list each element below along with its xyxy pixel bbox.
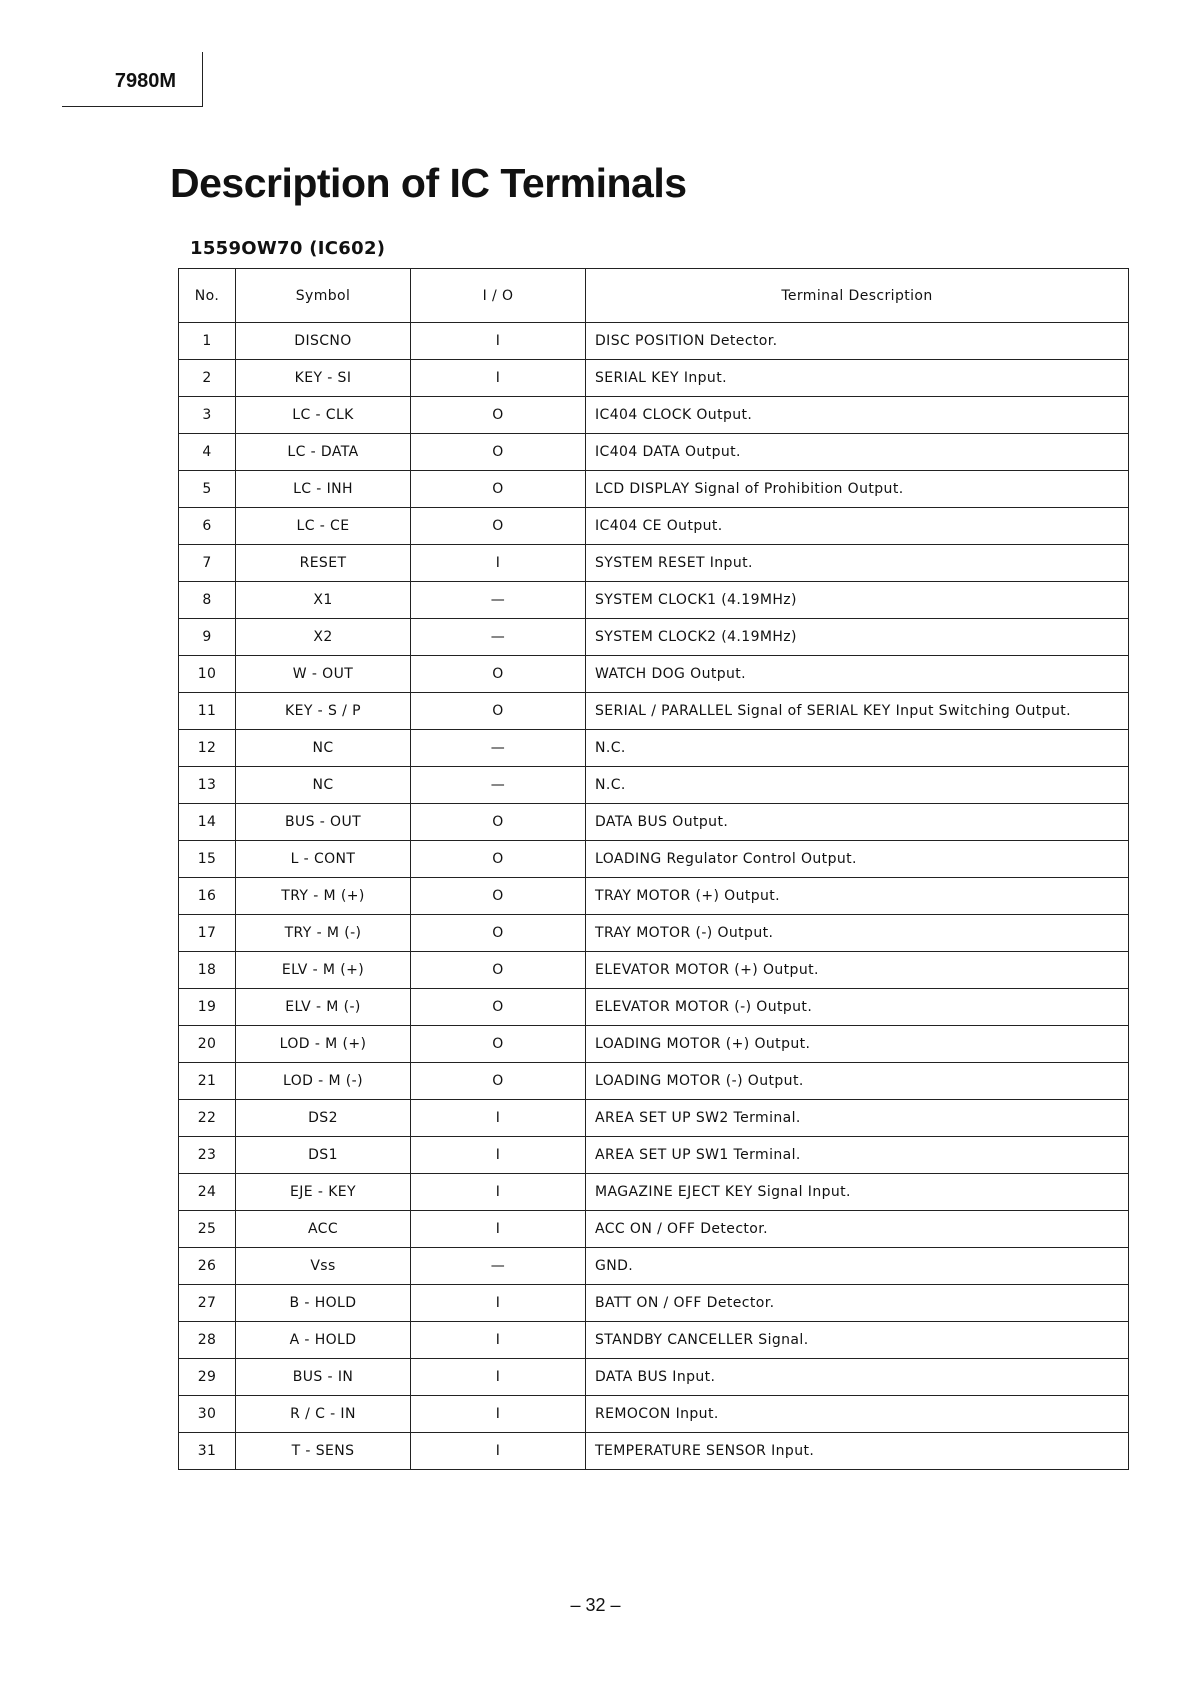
cell-description: SYSTEM CLOCK1 (4.19MHz) [586,582,1129,619]
cell-symbol: NC [236,730,411,767]
cell-symbol: BUS - IN [236,1359,411,1396]
table-row [179,878,1129,915]
table-row [179,804,1129,841]
table-row [179,397,1129,434]
table-row [179,471,1129,508]
cell-io: I [411,1359,586,1396]
cell-io: I [411,1396,586,1433]
table-row [179,582,1129,619]
table-row [179,1359,1129,1396]
cell-description: LOADING MOTOR (+) Output. [586,1026,1129,1063]
cell-description: MAGAZINE EJECT KEY Signal Input. [586,1174,1129,1211]
cell-description: SYSTEM CLOCK2 (4.19MHz) [586,619,1129,656]
ic-part-label: 1559OW70 (IC602) [190,238,386,259]
cell-no: 23 [179,1137,236,1174]
cell-symbol: LOD - M (+) [236,1026,411,1063]
cell-no: 15 [179,841,236,878]
cell-symbol: T - SENS [236,1433,411,1470]
cell-symbol: R / C - IN [236,1396,411,1433]
table-row [179,656,1129,693]
cell-io: O [411,397,586,434]
table-row [179,1396,1129,1433]
cell-symbol: DISCNO [236,323,411,360]
cell-description: ELEVATOR MOTOR (+) Output. [586,952,1129,989]
table-row [179,323,1129,360]
cell-description: DATA BUS Input. [586,1359,1129,1396]
cell-symbol: BUS - OUT [236,804,411,841]
table-row [179,1100,1129,1137]
table-row [179,841,1129,878]
cell-no: 30 [179,1396,236,1433]
cell-symbol: W - OUT [236,656,411,693]
cell-no: 13 [179,767,236,804]
cell-description: SERIAL KEY Input. [586,360,1129,397]
cell-description: SYSTEM RESET Input. [586,545,1129,582]
cell-no: 5 [179,471,236,508]
cell-no: 2 [179,360,236,397]
cell-no: 8 [179,582,236,619]
cell-description: ELEVATOR MOTOR (-) Output. [586,989,1129,1026]
table-row [179,434,1129,471]
table-row [179,767,1129,804]
cell-symbol: TRY - M (+) [236,878,411,915]
cell-io: O [411,693,586,730]
column-header-no: No. [179,269,236,323]
cell-description: SERIAL / PARALLEL Signal of SERIAL KEY Input Switching Output. [586,693,1129,730]
cell-no: 14 [179,804,236,841]
cell-no: 6 [179,508,236,545]
cell-io: O [411,508,586,545]
terminal-table [178,268,1129,1470]
table-row [179,1063,1129,1100]
cell-symbol: A - HOLD [236,1322,411,1359]
column-header-symbol: Symbol [236,269,411,323]
cell-no: 24 [179,1174,236,1211]
table-row [179,1322,1129,1359]
model-number: 7980M [114,70,176,92]
cell-io: O [411,878,586,915]
cell-symbol: LC - CLK [236,397,411,434]
cell-symbol: DS2 [236,1100,411,1137]
cell-no: 21 [179,1063,236,1100]
cell-no: 18 [179,952,236,989]
cell-description: REMOCON Input. [586,1396,1129,1433]
cell-symbol: TRY - M (-) [236,915,411,952]
table-row [179,730,1129,767]
cell-io: I [411,545,586,582]
cell-io: I [411,323,586,360]
table-row [179,360,1129,397]
table-row [179,545,1129,582]
cell-symbol: LC - CE [236,508,411,545]
cell-io: I [411,360,586,397]
cell-symbol: ELV - M (+) [236,952,411,989]
terminal-rows [179,323,1129,1470]
cell-symbol: LOD - M (-) [236,1063,411,1100]
cell-description: DATA BUS Output. [586,804,1129,841]
cell-io: O [411,471,586,508]
cell-description: WATCH DOG Output. [586,656,1129,693]
cell-no: 12 [179,730,236,767]
cell-symbol: Vss [236,1248,411,1285]
cell-description: DISC POSITION Detector. [586,323,1129,360]
table-row [179,1248,1129,1285]
cell-no: 31 [179,1433,236,1470]
cell-io: I [411,1137,586,1174]
cell-io: O [411,1063,586,1100]
table-row [179,508,1129,545]
table-header-row [179,269,1129,323]
cell-symbol: DS1 [236,1137,411,1174]
cell-io: — [411,582,586,619]
table-row [179,1026,1129,1063]
cell-io: O [411,1026,586,1063]
cell-io: O [411,989,586,1026]
cell-io: O [411,841,586,878]
cell-description: IC404 DATA Output. [586,434,1129,471]
cell-description: LOADING Regulator Control Output. [586,841,1129,878]
table-row [179,1285,1129,1322]
cell-no: 29 [179,1359,236,1396]
cell-io: I [411,1322,586,1359]
cell-symbol: ELV - M (-) [236,989,411,1026]
cell-io: — [411,1248,586,1285]
cell-description: IC404 CLOCK Output. [586,397,1129,434]
cell-no: 17 [179,915,236,952]
cell-no: 4 [179,434,236,471]
cell-no: 26 [179,1248,236,1285]
cell-symbol: ACC [236,1211,411,1248]
cell-no: 10 [179,656,236,693]
cell-io: I [411,1211,586,1248]
cell-no: 7 [179,545,236,582]
cell-description: TEMPERATURE SENSOR Input. [586,1433,1129,1470]
column-header-description: Terminal Description [586,269,1129,323]
cell-no: 28 [179,1322,236,1359]
cell-io: O [411,804,586,841]
table-row [179,1433,1129,1470]
cell-symbol: NC [236,767,411,804]
cell-description: IC404 CE Output. [586,508,1129,545]
table-row [179,693,1129,730]
cell-io: I [411,1433,586,1470]
cell-symbol: KEY - S / P [236,693,411,730]
cell-io: O [411,434,586,471]
cell-io: I [411,1285,586,1322]
page-number: – 32 – [570,1595,621,1615]
cell-no: 19 [179,989,236,1026]
cell-io: O [411,915,586,952]
cell-description: STANDBY CANCELLER Signal. [586,1322,1129,1359]
cell-description: LCD DISPLAY Signal of Prohibition Output. [586,471,1129,508]
cell-no: 25 [179,1211,236,1248]
cell-description: AREA SET UP SW1 Terminal. [586,1137,1129,1174]
cell-symbol: EJE - KEY [236,1174,411,1211]
cell-no: 1 [179,323,236,360]
model-corner-box [62,52,203,107]
table-row [179,1137,1129,1174]
cell-symbol: LC - DATA [236,434,411,471]
cell-no: 9 [179,619,236,656]
cell-description: LOADING MOTOR (-) Output. [586,1063,1129,1100]
cell-description: TRAY MOTOR (+) Output. [586,878,1129,915]
cell-no: 27 [179,1285,236,1322]
table-row [179,915,1129,952]
cell-io: O [411,952,586,989]
cell-symbol: LC - INH [236,471,411,508]
cell-symbol: KEY - SI [236,360,411,397]
cell-symbol: X1 [236,582,411,619]
column-header-io: I / O [411,269,586,323]
table-row [179,952,1129,989]
table-row [179,619,1129,656]
cell-io: I [411,1100,586,1137]
cell-symbol: B - HOLD [236,1285,411,1322]
cell-no: 20 [179,1026,236,1063]
cell-symbol: RESET [236,545,411,582]
cell-io: O [411,656,586,693]
table-row [179,1211,1129,1248]
cell-no: 11 [179,693,236,730]
cell-description: TRAY MOTOR (-) Output. [586,915,1129,952]
cell-description: GND. [586,1248,1129,1285]
cell-io: I [411,1174,586,1211]
cell-symbol: X2 [236,619,411,656]
cell-symbol: L - CONT [236,841,411,878]
cell-io: — [411,619,586,656]
cell-no: 3 [179,397,236,434]
cell-no: 16 [179,878,236,915]
cell-description: N.C. [586,730,1129,767]
cell-description: ACC ON / OFF Detector. [586,1211,1129,1248]
table-row [179,1174,1129,1211]
cell-description: N.C. [586,767,1129,804]
cell-description: BATT ON / OFF Detector. [586,1285,1129,1322]
cell-io: — [411,767,586,804]
cell-io: — [411,730,586,767]
cell-description: AREA SET UP SW2 Terminal. [586,1100,1129,1137]
cell-no: 22 [179,1100,236,1137]
page-title: Description of IC Terminals [170,160,687,206]
table-row [179,989,1129,1026]
